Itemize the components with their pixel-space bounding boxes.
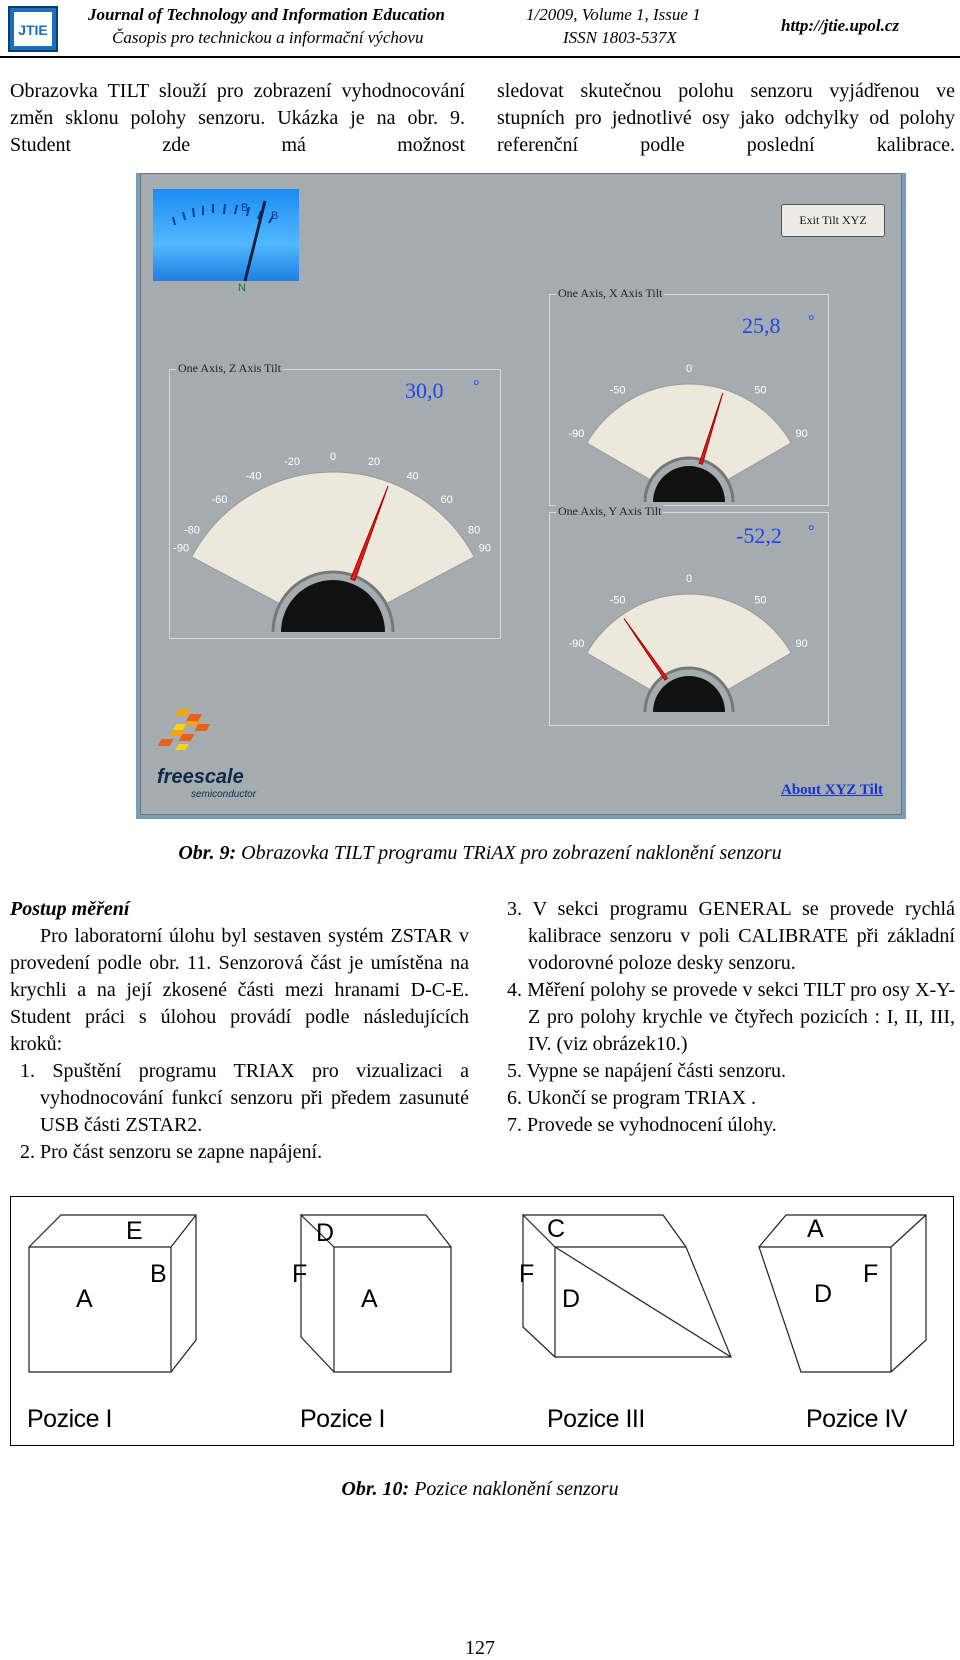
z-axis-unit: ° (473, 378, 480, 395)
journal-title: Journal of Technology and Information Education (88, 5, 445, 24)
y-axis-gauge (549, 574, 829, 729)
procedure-left (10, 896, 469, 1166)
x-axis-tick-label: 90 (795, 428, 808, 440)
y-axis-label: One Axis, Y Axis Tilt (558, 504, 662, 518)
x-axis-hub (653, 466, 725, 502)
step-2: 2. Pro část senzoru se zapne napájení. (20, 1141, 323, 1163)
cube1-face-side: B (150, 1260, 167, 1288)
z-axis-tick-label: 80 (467, 524, 481, 537)
cube3-face-side: F (519, 1260, 535, 1288)
position-label-2: Pozice I (300, 1405, 385, 1433)
step-6: 6. Ukončí se program TRIAX . (507, 1087, 757, 1109)
cube2-face-front: A (361, 1285, 378, 1313)
meter-mark-2: B (271, 210, 279, 222)
cube1-edge (171, 1215, 196, 1247)
cube3-diagonal (555, 1247, 731, 1357)
x-axis-gauge (549, 364, 829, 519)
cube4-face-front: D (814, 1280, 833, 1308)
svg-text:JTIE: JTIE (18, 22, 48, 38)
intro-left: Obrazovka TILT slouží pro zobrazení vyhodnocování změn sklonu polohy senzoru. Ukázka je na obr. 9. Student zde má možnost (10, 80, 465, 156)
cube2-front (334, 1247, 451, 1372)
x-axis-tick-label: 0 (685, 363, 693, 375)
figure9-caption-label: Obr. 9: (178, 842, 237, 864)
y-axis-value: -52,2 (736, 523, 782, 548)
cube3-face-front: D (562, 1285, 581, 1313)
x-axis-tick-label: -90 (568, 428, 585, 440)
z-axis-tick-label: 60 (440, 493, 453, 506)
brand-name: freescale (157, 766, 244, 788)
page-header (0, 0, 960, 58)
z-axis-tick-label: -90 (173, 542, 190, 555)
x-axis-tick-label: 50 (754, 384, 767, 397)
meter-mark-1: B (241, 202, 249, 214)
z-axis-value: 30,0 (405, 378, 444, 403)
figure10-caption (0, 1478, 960, 1501)
position-label-3: Pozice III (547, 1405, 645, 1433)
y-axis-hub (653, 676, 725, 712)
figure10-caption-text: Pozice naklonění senzoru (409, 1478, 619, 1500)
x-axis-dial (587, 384, 791, 480)
freescale-logo-icon (155, 709, 225, 774)
x-axis-unit: ° (808, 313, 815, 330)
y-axis-tick-label: 90 (795, 638, 808, 650)
tilt-screenshot (136, 173, 906, 819)
figure9-caption (0, 842, 960, 865)
procedure-paragraph: Pro laboratorní úlohu byl sestaven systém ZSTAR v provedení podle obr. 11. Senzorová část je umístěna na krychli a na její zkosené části mezi hranami D-C-E. Student práci s úlohou provádí podle následujících kroků: (10, 925, 469, 1055)
cube4-face-side: F (863, 1260, 879, 1288)
position-label-1: Pozice I (27, 1405, 112, 1433)
x-axis-label: One Axis, X Axis Tilt (558, 286, 663, 300)
z-axis-tick-label: -40 (245, 470, 262, 483)
issue-info: 1/2009, Volume 1, Issue 1 (526, 5, 701, 24)
cube3-face-top: C (547, 1215, 566, 1243)
z-axis-label: One Axis, Z Axis Tilt (178, 361, 282, 375)
z-axis-hub (281, 580, 385, 632)
cube2-face-side: F (292, 1260, 308, 1288)
step-5: 5. Vypne se napájení části senzoru. (507, 1060, 786, 1082)
x-axis-value: 25,8 (742, 313, 781, 338)
y-axis-unit: ° (808, 523, 815, 540)
z-axis-tick-label: 40 (406, 470, 419, 483)
z-axis-tick-label: 20 (367, 455, 381, 468)
step-4: 4. Měření polohy se provede v sekci TILT pro osy X-Y-Z pro polohy krychle ve čtyřech pozicích : I, II, III, IV. (viz obrázek10.) (507, 979, 955, 1055)
procedure-heading: Postup měření (10, 898, 130, 920)
brand-sub: semiconductor (191, 789, 257, 800)
cube2-face-top: D (316, 1219, 335, 1247)
meter-label: N (238, 282, 246, 294)
figure10-caption-label: Obr. 10: (341, 1478, 410, 1500)
y-axis-tick-label: 0 (685, 573, 693, 585)
step-3: 3. V sekci programu GENERAL se provede rychlá kalibrace senzoru v poli CALIBRATE při základní vodorovné poloze desky senzoru. (507, 898, 955, 974)
position-label-4: Pozice IV (806, 1405, 908, 1433)
y-axis-tick-label: -50 (609, 594, 626, 607)
step-1: 1. Spuštění programu TRIAX pro vizualizaci a vyhodnocování funkcí senzoru při předem zasunuté USB části ZSTAR2. (20, 1060, 469, 1136)
journal-subtitle: Časopis pro technickou a informační výchovu (112, 28, 424, 47)
z-axis-tick-label: -80 (183, 524, 200, 537)
cube1-face-top: E (126, 1217, 143, 1245)
figure9-caption-text: Obrazovka TILT programu TRiAX pro zobrazení naklonění senzoru (236, 842, 782, 864)
procedure-right (507, 896, 955, 1139)
cube1-face-front: A (76, 1285, 93, 1313)
z-axis-tick-label: 90 (478, 542, 491, 555)
about-link[interactable]: About XYZ Tilt (781, 782, 883, 798)
intro-right: sledovat skutečnou polohu senzoru vyjádřenou ve stupních pro jednotlivé osy jako odchylky od polohy referenční podle poslední kalibrace. (497, 80, 955, 156)
exit-tilt-button[interactable]: Exit Tilt XYZ (781, 204, 885, 237)
step-7: 7. Provede se vyhodnocení úlohy. (507, 1114, 777, 1136)
jtie-logo (8, 6, 58, 52)
cube4-face-top: A (807, 1215, 824, 1243)
z-axis-gauge (153, 451, 513, 649)
y-axis-tick-label: -90 (568, 638, 585, 650)
journal-url[interactable]: http://jtie.upol.cz (781, 16, 900, 35)
x-axis-tick-label: -50 (609, 384, 626, 397)
cube4-edge (891, 1215, 926, 1247)
y-axis-dial (587, 594, 791, 690)
issn: ISSN 1803-537X (563, 28, 677, 47)
z-axis-tick-label: -60 (211, 493, 228, 506)
y-axis-tick-label: 50 (754, 594, 767, 607)
z-axis-tick-label: 0 (329, 451, 337, 463)
page-number: 127 (465, 1637, 495, 1659)
meter-image (153, 189, 299, 281)
z-axis-tick-label: -20 (284, 455, 300, 468)
